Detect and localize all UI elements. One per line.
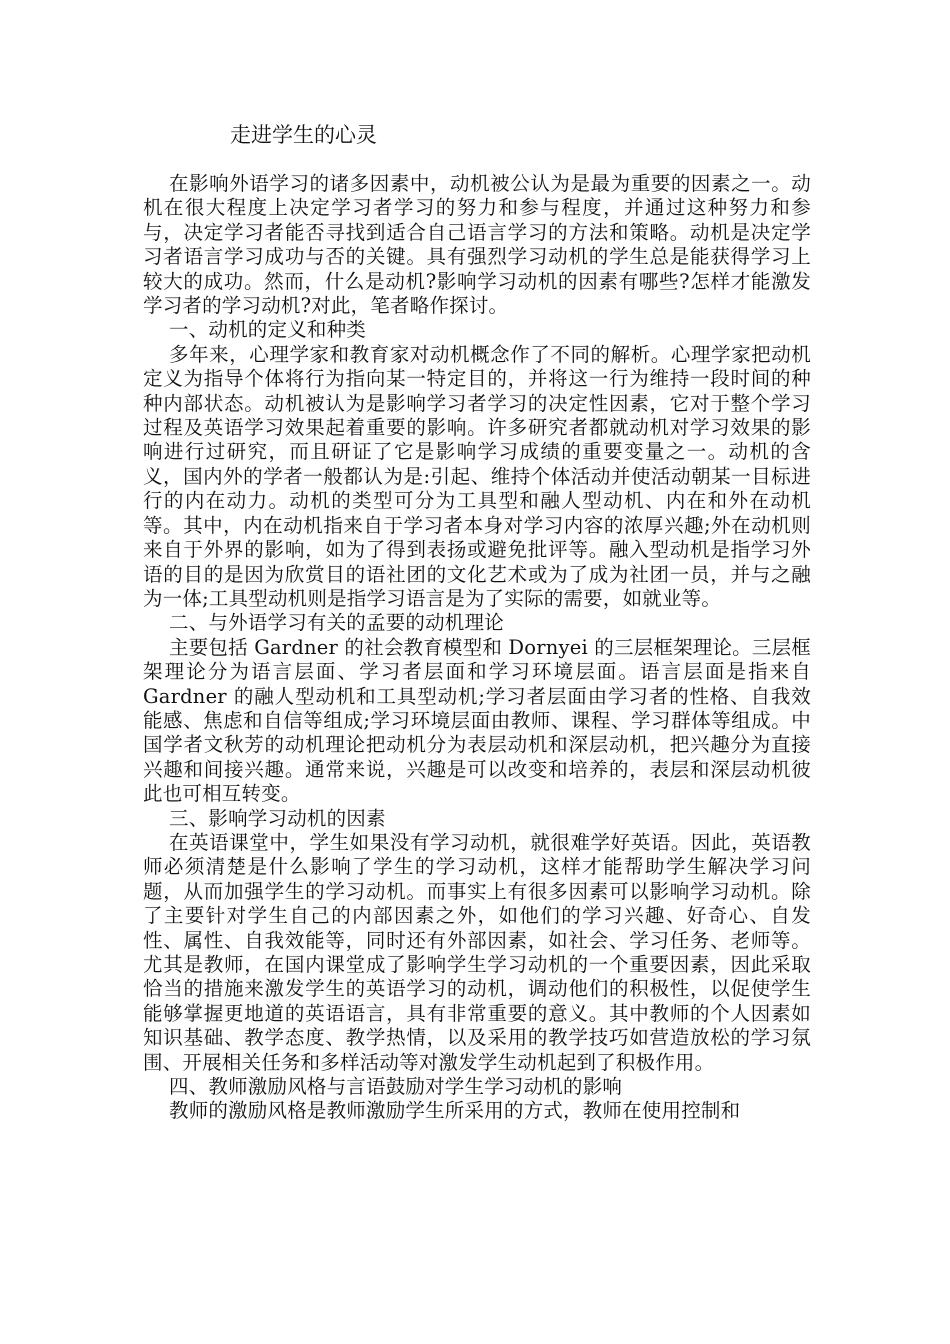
section-2-paragraph: 主要包括 Gardner 的社会教育模型和 Dornyei 的三层框架理论。三层框架理论分为语言层面、学习者层面和学习环境层面。语言层面是指来自 Gardner 的融人型动机和工具型动机;学习者层面由学习者的性格、自我效能感、焦虑和自信等组成;学习环境层面由教师、课程、学习群体等组成。中国学者文秋芳的动机理论把动机分为表层动机和深层动机，把兴趣分为直接兴趣和间接兴趣。通常来说，兴趣是可以改变和培养的，表层和深层动机彼此也可相互转变。 xyxy=(143,635,811,806)
intro-paragraph: 在影响外语学习的诸多因素中，动机被公认为是最为重要的因素之一。动机在很大程度上决定学习者学习的努力和参与程度，并通过这种努力和参与，决定学习者能否寻找到适合自己语言学习的方法和策略。动机是决定学习者语言学习成功与否的关键。具有强烈学习动机的学生总是能获得学习上较大的成功。然而，什么是动机?影响学习动机的因素有哪些?怎样才能激发学习者的学习动机?对此，笔者略作探讨。 xyxy=(143,172,811,318)
document-title: 走进学生的心灵 xyxy=(230,123,377,147)
section-heading-1: 一、动机的定义和种类 xyxy=(169,318,367,342)
document-body xyxy=(143,172,811,1124)
section-4-paragraph: 教师的激励风格是教师激励学生所采用的方式，教师在使用控制和 xyxy=(169,1099,741,1123)
section-3-paragraph: 在英语课堂中，学生如果没有学习动机，就很难学好英语。因此，英语教师必须清楚是什么影响了学生的学习动机，这样才能帮助学生解决学习问题，从而加强学生的学习动机。而事实上有很多因素可以影响学习动机。除了主要针对学生自己的内部因素之外，如他们的学习兴趣、好奇心、自发性、属性、自我效能等，同时还有外部因素，如社会、学习任务、老师等。尤其是教师，在国内课堂成了影响学生学习动机的一个重要因素，因此采取恰当的措施来激发学生的英语学习的动机，调动他们的积极性，以促使学生能够掌握更地道的英语语言，具有非常重要的意义。其中教师的个人因素如知识基础、教学态度、教学热情，以及采用的教学技巧如营造放松的学习氛围、开展相关任务和多样活动等对激发学生动机起到了积极作用。 xyxy=(143,830,811,1074)
section-1-paragraph: 多年来，心理学家和教育家对动机概念作了不同的解析。心理学家把动机定义为指导个体将行为指向某一特定目的，并将这一行为维持一段时间的种种内部状态。动机被认为是影响学习者学习的决定性因素，它对于整个学习过程及英语学习效果起着重要的影响。许多研究者都就动机对学习效果的影响进行过研究，而且研证了它是影响学习成绩的重要变量之一。动机的含义，国内外的学者一般都认为是:引起、维持个体活动并使活动朝某一目标进行的内在动力。动机的类型可分为工具型和融人型动机、内在和外在动机等。其中，内在动机指来自于学习者本身对学习内容的浓厚兴趣;外在动机则来自于外界的影响，如为了得到表扬或避免批评等。融入型动机是指学习外语的目的是因为欣赏目的语社团的文化艺术或为了成为社团一员，并与之融为一体;工具型动机则是指学习语言是为了实际的需要，如就业等。 xyxy=(143,342,811,610)
section-heading-2: 二、与外语学习有关的孟要的动机理论 xyxy=(169,611,504,635)
section-heading-4: 四、教师激励风格与言语鼓励对学生学习动机的影响 xyxy=(169,1075,623,1099)
section-heading-3: 三、影响学习动机的因素 xyxy=(169,806,386,830)
